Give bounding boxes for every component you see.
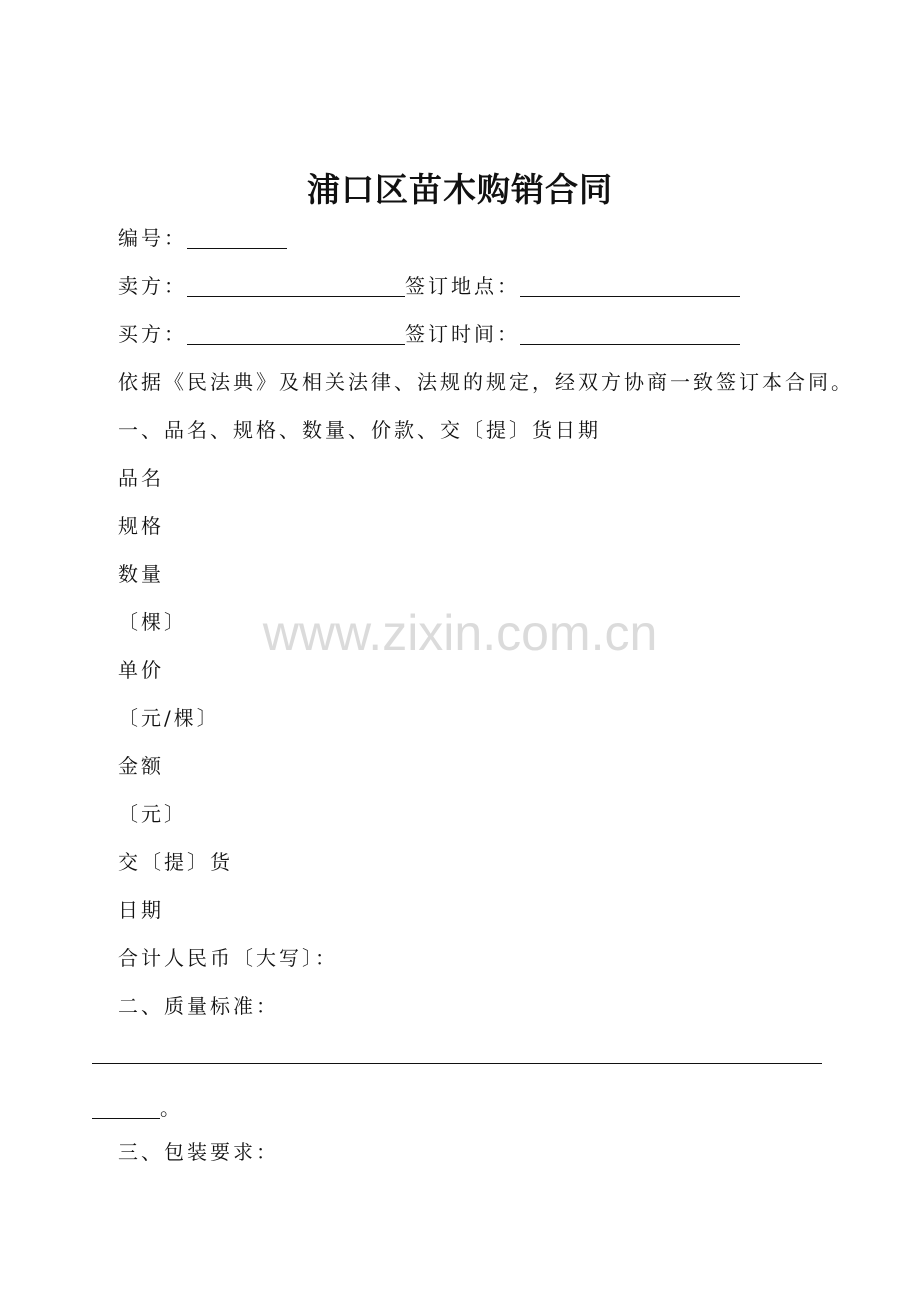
- item-amount: 金额: [118, 754, 164, 778]
- item-unit-price-unit: 〔元/棵〕: [118, 706, 220, 730]
- item-spec: 规格: [118, 514, 164, 538]
- watermark: www.zixin.com.cn: [262, 605, 658, 661]
- period-mark: 。: [160, 1096, 180, 1120]
- contract-number-line: [118, 224, 287, 252]
- sign-time-blank[interactable]: [520, 324, 740, 345]
- section3-heading: 三、包装要求：: [118, 1140, 279, 1164]
- total-amount-label: 合计人民币〔大写〕：: [118, 946, 338, 970]
- buyer-blank[interactable]: [187, 324, 405, 345]
- contract-number-label: 编号：: [118, 226, 187, 250]
- item-name: 品名: [118, 466, 164, 490]
- item-delivery: 交〔提〕货: [118, 850, 233, 874]
- item-unit-price: 单价: [118, 658, 164, 682]
- quality-standard-blank[interactable]: [92, 1063, 822, 1064]
- item-quantity: 数量: [118, 562, 164, 586]
- item-delivery-date: 日期: [118, 898, 164, 922]
- seller-blank[interactable]: [187, 276, 405, 297]
- quality-standard-blank-end: [92, 1094, 180, 1122]
- item-amount-unit: 〔元〕: [118, 802, 187, 826]
- contract-number-blank[interactable]: [187, 228, 287, 249]
- sign-time-label: 签订时间：: [405, 322, 520, 346]
- seller-label: 卖方：: [118, 274, 187, 298]
- buyer-label: 买方：: [118, 322, 187, 346]
- sign-place-label: 签订地点：: [405, 274, 520, 298]
- quality-standard-short-blank[interactable]: [92, 1098, 160, 1119]
- seller-line: [118, 272, 740, 300]
- buyer-line: [118, 320, 740, 348]
- sign-place-blank[interactable]: [520, 276, 740, 297]
- section2-heading: 二、质量标准：: [118, 994, 279, 1018]
- document-title: 浦口区苗木购销合同: [307, 170, 613, 209]
- intro-paragraph: 依据《民法典》及相关法律、法规的规定，经双方协商一致签订本合同。: [118, 370, 854, 394]
- section1-heading: 一、品名、规格、数量、价款、交〔提〕货日期: [118, 418, 601, 442]
- item-quantity-unit: 〔棵〕: [118, 610, 187, 634]
